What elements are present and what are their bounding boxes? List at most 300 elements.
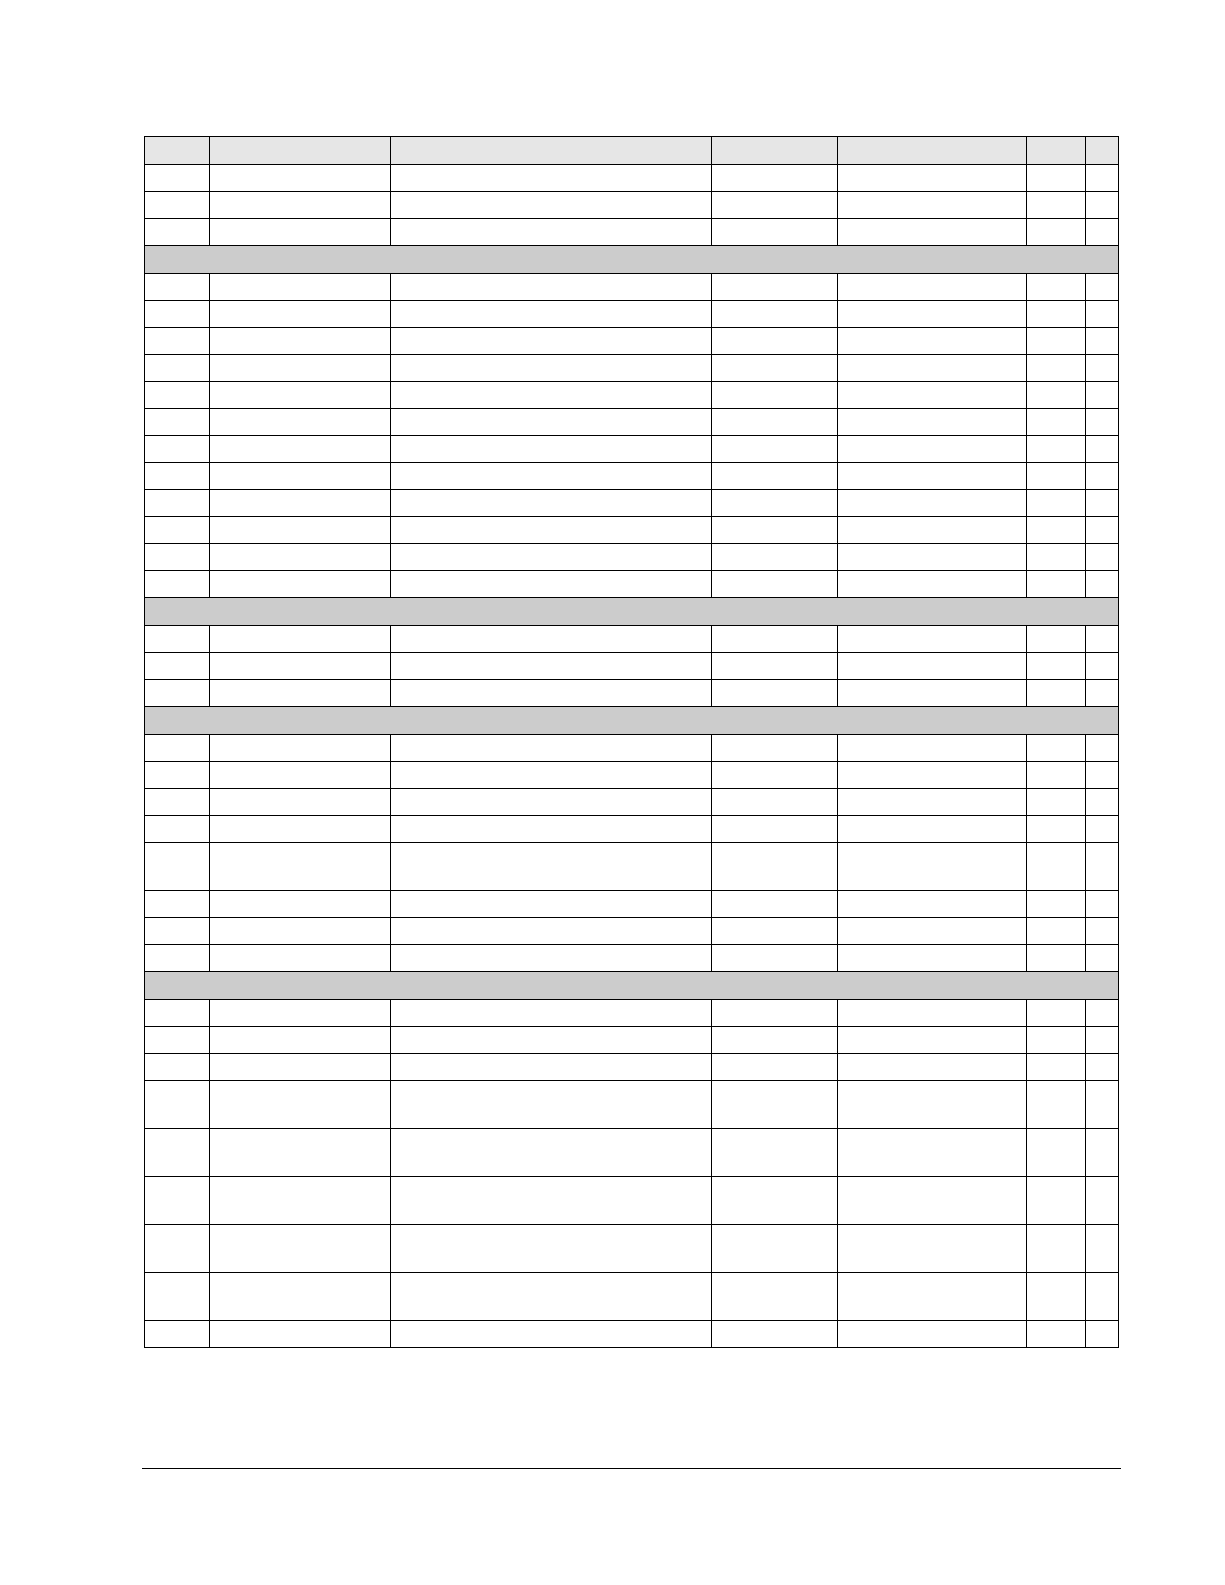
- table-cell: [391, 816, 712, 843]
- table-cell: [1027, 382, 1086, 409]
- table-cell: [1027, 517, 1086, 544]
- table-cell: [1027, 891, 1086, 918]
- table-row: [145, 490, 1119, 517]
- table-cell: [712, 1000, 838, 1027]
- table-cell: [145, 463, 210, 490]
- table-cell: [391, 626, 712, 653]
- table-cell: [145, 192, 210, 219]
- table-cell: [391, 328, 712, 355]
- table-cell: [145, 816, 210, 843]
- table-cell: [145, 1225, 210, 1273]
- table-cell: [209, 571, 391, 598]
- table-cell: [838, 1177, 1027, 1225]
- table-cell: [209, 918, 391, 945]
- section-header-row: [145, 598, 1119, 626]
- table-row: [145, 680, 1119, 707]
- table-cell: [712, 1225, 838, 1273]
- table-cell: [1027, 843, 1086, 891]
- table-cell: [209, 517, 391, 544]
- table-cell: [145, 1177, 210, 1225]
- table-row: [145, 945, 1119, 972]
- table-cell: [712, 945, 838, 972]
- table-cell: [838, 219, 1027, 246]
- table-cell: [838, 762, 1027, 789]
- table-cell: [838, 1321, 1027, 1348]
- table-cell: [145, 1081, 210, 1129]
- table-cell: [1027, 1225, 1086, 1273]
- table-row: [145, 328, 1119, 355]
- table-cell: [209, 1177, 391, 1225]
- table-cell: [712, 436, 838, 463]
- table-cell: [209, 816, 391, 843]
- table-cell: [1027, 945, 1086, 972]
- table-cell: [838, 409, 1027, 436]
- table-cell: [1027, 544, 1086, 571]
- table-cell: [712, 1177, 838, 1225]
- table-cell: [712, 165, 838, 192]
- table-cell: [712, 1321, 838, 1348]
- table-cell: [712, 571, 838, 598]
- table-cell: [209, 355, 391, 382]
- table-cell: [1085, 301, 1118, 328]
- table-cell: [838, 274, 1027, 301]
- table-cell: [1027, 409, 1086, 436]
- table-cell: [391, 409, 712, 436]
- table-cell: [712, 463, 838, 490]
- table-cell: [712, 219, 838, 246]
- table-cell: [209, 1000, 391, 1027]
- table-cell: [838, 1027, 1027, 1054]
- table-cell: [391, 762, 712, 789]
- table-cell: [838, 891, 1027, 918]
- table-cell: [1085, 1000, 1118, 1027]
- table-cell: [1027, 571, 1086, 598]
- table-cell: [838, 571, 1027, 598]
- table-cell: [209, 1129, 391, 1177]
- table-row: [145, 891, 1119, 918]
- table-row: [145, 918, 1119, 945]
- table-cell: [209, 463, 391, 490]
- table-cell: [391, 1081, 712, 1129]
- table-cell: [712, 735, 838, 762]
- section-label: [145, 972, 1119, 1000]
- table-cell: [391, 571, 712, 598]
- table-cell: [209, 735, 391, 762]
- table-cell: [391, 490, 712, 517]
- table-cell: [838, 816, 1027, 843]
- table-cell: [712, 626, 838, 653]
- table-cell: [838, 192, 1027, 219]
- table-cell: [1085, 517, 1118, 544]
- table-cell: [391, 789, 712, 816]
- table-cell: [145, 1129, 210, 1177]
- table-cell: [712, 1081, 838, 1129]
- table-cell: [391, 436, 712, 463]
- form-sheet: [144, 136, 1119, 1348]
- table-cell: [1027, 1177, 1086, 1225]
- table-cell: [838, 1273, 1027, 1321]
- table-cell: [209, 544, 391, 571]
- table-cell: [1085, 1321, 1118, 1348]
- table-cell: [1027, 789, 1086, 816]
- table-cell: [838, 544, 1027, 571]
- table-cell: [145, 945, 210, 972]
- table-row: [145, 463, 1119, 490]
- table-cell: [1085, 544, 1118, 571]
- table-cell: [145, 1321, 210, 1348]
- table-cell: [391, 1225, 712, 1273]
- column-header: [1027, 137, 1086, 165]
- table-cell: [1085, 436, 1118, 463]
- table-row: [145, 1054, 1119, 1081]
- table-row: [145, 544, 1119, 571]
- table-cell: [712, 517, 838, 544]
- table-row: [145, 409, 1119, 436]
- table-row: [145, 843, 1119, 891]
- table-cell: [1027, 328, 1086, 355]
- table-cell: [838, 735, 1027, 762]
- table-row: [145, 219, 1119, 246]
- table-cell: [391, 517, 712, 544]
- table-cell: [712, 1273, 838, 1321]
- table-cell: [838, 945, 1027, 972]
- table-cell: [391, 891, 712, 918]
- table-cell: [209, 1273, 391, 1321]
- table-cell: [391, 1027, 712, 1054]
- table-cell: [1085, 490, 1118, 517]
- table-cell: [209, 328, 391, 355]
- table-cell: [838, 301, 1027, 328]
- table-cell: [391, 463, 712, 490]
- table-cell: [145, 219, 210, 246]
- table-cell: [145, 409, 210, 436]
- table-row: [145, 1027, 1119, 1054]
- table-cell: [712, 301, 838, 328]
- table-row: [145, 735, 1119, 762]
- table-cell: [1085, 945, 1118, 972]
- table-cell: [712, 789, 838, 816]
- table-cell: [838, 517, 1027, 544]
- footer-rule: [142, 1468, 1121, 1469]
- table-cell: [712, 843, 838, 891]
- table-cell: [1027, 735, 1086, 762]
- table-cell: [145, 436, 210, 463]
- table-cell: [1027, 1081, 1086, 1129]
- table-cell: [391, 1273, 712, 1321]
- table-cell: [209, 1027, 391, 1054]
- table-cell: [1085, 571, 1118, 598]
- table-cell: [838, 1081, 1027, 1129]
- table-cell: [1027, 762, 1086, 789]
- table-cell: [145, 328, 210, 355]
- table-row: [145, 1225, 1119, 1273]
- table-cell: [712, 544, 838, 571]
- section-label: [145, 598, 1119, 626]
- table-cell: [145, 653, 210, 680]
- table-cell: [145, 1027, 210, 1054]
- table-cell: [1085, 328, 1118, 355]
- table-cell: [1027, 463, 1086, 490]
- table-cell: [209, 192, 391, 219]
- table-cell: [1085, 219, 1118, 246]
- table-cell: [712, 1129, 838, 1177]
- table-cell: [145, 571, 210, 598]
- table-cell: [391, 1129, 712, 1177]
- table-cell: [145, 517, 210, 544]
- table-cell: [1085, 680, 1118, 707]
- table-cell: [1085, 1273, 1118, 1321]
- table-cell: [1085, 1027, 1118, 1054]
- table-cell: [145, 735, 210, 762]
- table-cell: [712, 490, 838, 517]
- table-row: [145, 1129, 1119, 1177]
- table-row: [145, 301, 1119, 328]
- table-row: [145, 1000, 1119, 1027]
- table-cell: [1027, 626, 1086, 653]
- table-cell: [1085, 735, 1118, 762]
- table-cell: [145, 1000, 210, 1027]
- table-cell: [209, 165, 391, 192]
- section-label: [145, 246, 1119, 274]
- table-cell: [1085, 762, 1118, 789]
- table-cell: [1027, 680, 1086, 707]
- table-cell: [712, 328, 838, 355]
- table-cell: [391, 918, 712, 945]
- table-cell: [838, 1000, 1027, 1027]
- table-row: [145, 517, 1119, 544]
- table-cell: [838, 653, 1027, 680]
- table-cell: [209, 219, 391, 246]
- table-cell: [712, 1027, 838, 1054]
- table-cell: [145, 626, 210, 653]
- table-cell: [712, 816, 838, 843]
- table-cell: [1027, 1027, 1086, 1054]
- table-cell: [1027, 219, 1086, 246]
- table-cell: [1027, 192, 1086, 219]
- table-cell: [145, 680, 210, 707]
- table-cell: [209, 409, 391, 436]
- table-cell: [145, 355, 210, 382]
- table-cell: [1085, 1177, 1118, 1225]
- table-cell: [391, 653, 712, 680]
- section-header-row: [145, 707, 1119, 735]
- table-cell: [391, 301, 712, 328]
- column-header: [1085, 137, 1118, 165]
- table-cell: [209, 490, 391, 517]
- table-cell: [1085, 463, 1118, 490]
- table-cell: [838, 165, 1027, 192]
- table-row: [145, 274, 1119, 301]
- table-cell: [391, 192, 712, 219]
- table-cell: [838, 680, 1027, 707]
- table-cell: [391, 1321, 712, 1348]
- table-cell: [712, 918, 838, 945]
- column-header: [838, 137, 1027, 165]
- table-cell: [1085, 918, 1118, 945]
- table-cell: [209, 1225, 391, 1273]
- table-cell: [838, 626, 1027, 653]
- table-cell: [838, 490, 1027, 517]
- table-cell: [145, 544, 210, 571]
- table-cell: [209, 843, 391, 891]
- table-row: [145, 626, 1119, 653]
- table-cell: [209, 1081, 391, 1129]
- table-cell: [391, 945, 712, 972]
- table-row: [145, 762, 1119, 789]
- table-cell: [1085, 165, 1118, 192]
- table-cell: [1027, 165, 1086, 192]
- table-cell: [1085, 355, 1118, 382]
- table-row: [145, 355, 1119, 382]
- table-cell: [1027, 490, 1086, 517]
- table-cell: [145, 918, 210, 945]
- table-cell: [391, 382, 712, 409]
- table-cell: [145, 1273, 210, 1321]
- table-cell: [1027, 1129, 1086, 1177]
- table-cell: [1085, 789, 1118, 816]
- table-cell: [712, 680, 838, 707]
- table-cell: [712, 653, 838, 680]
- column-header: [145, 137, 210, 165]
- table-cell: [838, 843, 1027, 891]
- table-cell: [712, 891, 838, 918]
- table-cell: [1027, 1054, 1086, 1081]
- table-cell: [145, 301, 210, 328]
- table-row: [145, 436, 1119, 463]
- table-cell: [209, 945, 391, 972]
- table-cell: [1085, 1081, 1118, 1129]
- table-cell: [145, 789, 210, 816]
- table-cell: [1085, 1225, 1118, 1273]
- table-cell: [1027, 1000, 1086, 1027]
- table-cell: [209, 301, 391, 328]
- table-cell: [712, 409, 838, 436]
- table-row: [145, 1081, 1119, 1129]
- table-cell: [145, 1054, 210, 1081]
- section-header-row: [145, 246, 1119, 274]
- table-cell: [391, 1000, 712, 1027]
- section-header-row: [145, 972, 1119, 1000]
- table-cell: [712, 1054, 838, 1081]
- column-header: [391, 137, 712, 165]
- table-cell: [1027, 274, 1086, 301]
- column-header: [712, 137, 838, 165]
- table-cell: [391, 355, 712, 382]
- table-cell: [145, 382, 210, 409]
- table-cell: [1027, 918, 1086, 945]
- table-row: [145, 653, 1119, 680]
- table-row: [145, 816, 1119, 843]
- table-cell: [838, 355, 1027, 382]
- table-cell: [1085, 891, 1118, 918]
- table-cell: [1027, 1321, 1086, 1348]
- table-cell: [838, 789, 1027, 816]
- table-row: [145, 571, 1119, 598]
- column-header: [209, 137, 391, 165]
- table-row: [145, 1177, 1119, 1225]
- table-cell: [1085, 382, 1118, 409]
- table-header-row: [145, 137, 1119, 165]
- table-cell: [145, 762, 210, 789]
- table-row: [145, 789, 1119, 816]
- table-cell: [1085, 1129, 1118, 1177]
- table-cell: [209, 762, 391, 789]
- table-cell: [391, 165, 712, 192]
- table-cell: [391, 843, 712, 891]
- table-cell: [209, 436, 391, 463]
- table-cell: [838, 328, 1027, 355]
- table-cell: [1085, 192, 1118, 219]
- table-row: [145, 382, 1119, 409]
- table-cell: [1027, 1273, 1086, 1321]
- table-cell: [1085, 1054, 1118, 1081]
- table-cell: [391, 544, 712, 571]
- section-label: [145, 707, 1119, 735]
- table-cell: [1027, 653, 1086, 680]
- table-cell: [712, 355, 838, 382]
- table-cell: [391, 735, 712, 762]
- table-cell: [145, 274, 210, 301]
- table-cell: [1085, 816, 1118, 843]
- table-row: [145, 165, 1119, 192]
- table-cell: [838, 436, 1027, 463]
- table-row: [145, 192, 1119, 219]
- table-cell: [838, 382, 1027, 409]
- table-cell: [209, 382, 391, 409]
- table-cell: [391, 1054, 712, 1081]
- table-row: [145, 1321, 1119, 1348]
- table-cell: [209, 626, 391, 653]
- table-cell: [712, 762, 838, 789]
- table-body: [145, 165, 1119, 1348]
- table-cell: [1027, 355, 1086, 382]
- table-cell: [1027, 816, 1086, 843]
- table-cell: [209, 789, 391, 816]
- table-cell: [712, 382, 838, 409]
- table-cell: [1085, 626, 1118, 653]
- table-cell: [391, 680, 712, 707]
- table-cell: [1085, 843, 1118, 891]
- table-cell: [838, 1054, 1027, 1081]
- table-cell: [1027, 436, 1086, 463]
- table-cell: [145, 165, 210, 192]
- table-cell: [1027, 301, 1086, 328]
- table-cell: [145, 843, 210, 891]
- table-cell: [391, 219, 712, 246]
- table-cell: [145, 490, 210, 517]
- table-cell: [209, 1321, 391, 1348]
- data-table: [144, 136, 1119, 1348]
- table-cell: [838, 918, 1027, 945]
- table-cell: [712, 274, 838, 301]
- table-cell: [209, 1054, 391, 1081]
- table-cell: [838, 1129, 1027, 1177]
- table-cell: [209, 653, 391, 680]
- table-cell: [209, 680, 391, 707]
- table-cell: [1085, 274, 1118, 301]
- table-cell: [145, 891, 210, 918]
- table-cell: [391, 274, 712, 301]
- table-cell: [209, 274, 391, 301]
- table-row: [145, 1273, 1119, 1321]
- table-cell: [1085, 653, 1118, 680]
- table-cell: [838, 1225, 1027, 1273]
- table-cell: [391, 1177, 712, 1225]
- table-cell: [838, 463, 1027, 490]
- table-cell: [1085, 409, 1118, 436]
- table-cell: [712, 192, 838, 219]
- table-cell: [209, 891, 391, 918]
